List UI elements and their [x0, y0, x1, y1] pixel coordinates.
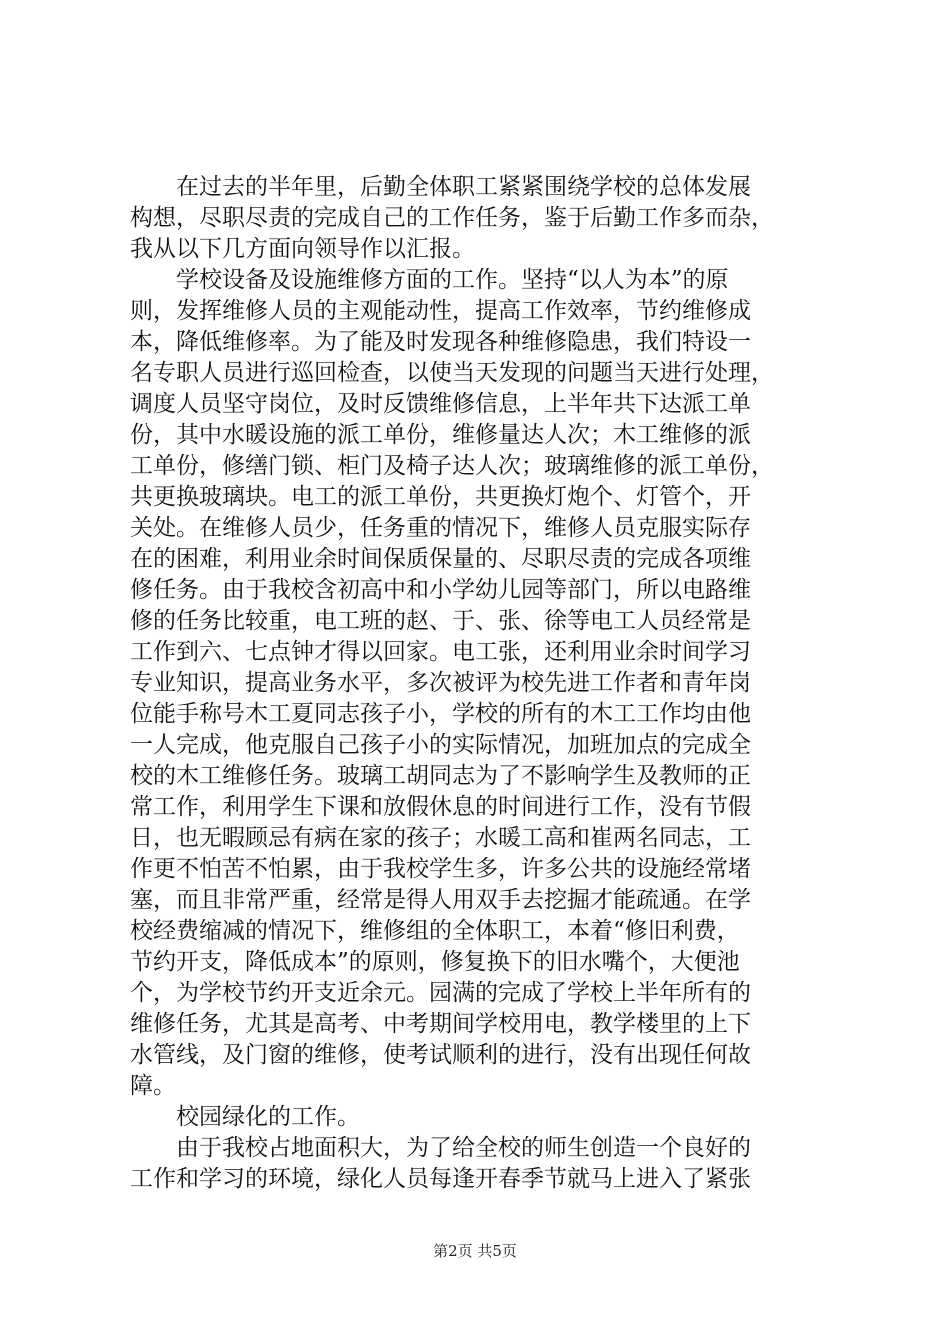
text-line: 校园绿化的工作。 — [176, 1104, 360, 1130]
text-line: 校的木工维修任务。玻璃工胡同志为了不影响学生及教师的正 — [130, 763, 751, 789]
text-line: 水管线，及门窗的维修，使考试顺利的进行，没有出现任何故 — [130, 1042, 751, 1068]
text-line: 障。 — [130, 1073, 176, 1099]
text-line: 修任务。由于我校含初高中和小学幼儿园等部门，所以电路维 — [130, 577, 751, 603]
text-line: 本，降低维修率。为了能及时发现各种维修隐患，我们特设一 — [130, 329, 751, 355]
text-line: 工作到六、七点钟才得以回家。电工张，还利用业余时间学习 — [130, 639, 751, 665]
text-line: 修的任务比较重，电工班的赵、于、张、徐等电工人员经常是 — [130, 608, 751, 634]
text-line: 份，其中水暖设施的派工单份，维修量达人次；木工维修的派 — [130, 422, 751, 448]
text-line: 由于我校占地面积大，为了给全校的师生创造一个良好的 — [176, 1135, 751, 1161]
text-line: 则，发挥维修人员的主观能动性，提高工作效率，节约维修成 — [130, 298, 751, 324]
text-line: 名专职人员进行巡回检查，以使当天发现的问题当天进行处理， — [130, 360, 774, 386]
text-line: 个，为学校节约开支近余元。园满的完成了学校上半年所有的 — [130, 980, 751, 1006]
text-line: 专业知识，提高业务水平，多次被评为校先进工作者和青年岗 — [130, 670, 751, 696]
text-line: 塞，而且非常严重，经常是得人用双手去挖掘才能疏通。在学 — [130, 887, 751, 913]
text-line: 位能手称号木工夏同志孩子小，学校的所有的木工工作均由他 — [130, 701, 751, 727]
text-line: 学校设备及设施维修方面的工作。坚持“以人为本”的原 — [176, 267, 729, 293]
text-line: 工作和学习的环境，绿化人员每逢开春季节就马上进入了紧张 — [130, 1166, 751, 1192]
text-line: 我从以下几方面向领导作以汇报。 — [130, 236, 475, 262]
text-line: 在过去的半年里，后勤全体职工紧紧围绕学校的总体发展 — [176, 174, 751, 200]
text-line: 常工作，利用学生下课和放假休息的时间进行工作，没有节假 — [130, 794, 751, 820]
text-line: 工单份，修缮门锁、柜门及椅子达人次；玻璃维修的派工单份， — [130, 453, 774, 479]
text-line: 节约开支，降低成本”的原则，修复换下的旧水嘴个，大便池 — [130, 949, 740, 975]
text-line: 日，也无暇顾忌有病在家的孩子；水暖工高和崔两名同志，工 — [130, 825, 751, 851]
page-footer: 第2页 共5页 — [433, 1242, 517, 1260]
text-line: 作更不怕苦不怕累，由于我校学生多，许多公共的设施经常堵 — [130, 856, 751, 882]
text-line: 一人完成，他克服自己孩子小的实际情况，加班加点的完成全 — [130, 732, 751, 758]
text-line: 构想，尽职尽责的完成自己的工作任务，鉴于后勤工作多而杂， — [130, 205, 774, 231]
text-line: 校经费缩减的情况下，维修组的全体职工，本着“修旧利费， — [130, 918, 740, 944]
text-line: 维修任务，尤其是高考、中考期间学校用电，教学楼里的上下 — [130, 1011, 751, 1037]
text-line: 关处。在维修人员少，任务重的情况下，维修人员克服实际存 — [130, 515, 751, 541]
document-body — [130, 172, 835, 1195]
text-line: 调度人员坚守岗位，及时反馈维修信息，上半年共下达派工单 — [130, 391, 751, 417]
text-line: 共更换玻璃块。电工的派工单份，共更换灯炮个、灯管个，开 — [130, 484, 751, 510]
text-line: 在的困难，利用业余时间保质保量的、尽职尽责的完成各项维 — [130, 546, 751, 572]
